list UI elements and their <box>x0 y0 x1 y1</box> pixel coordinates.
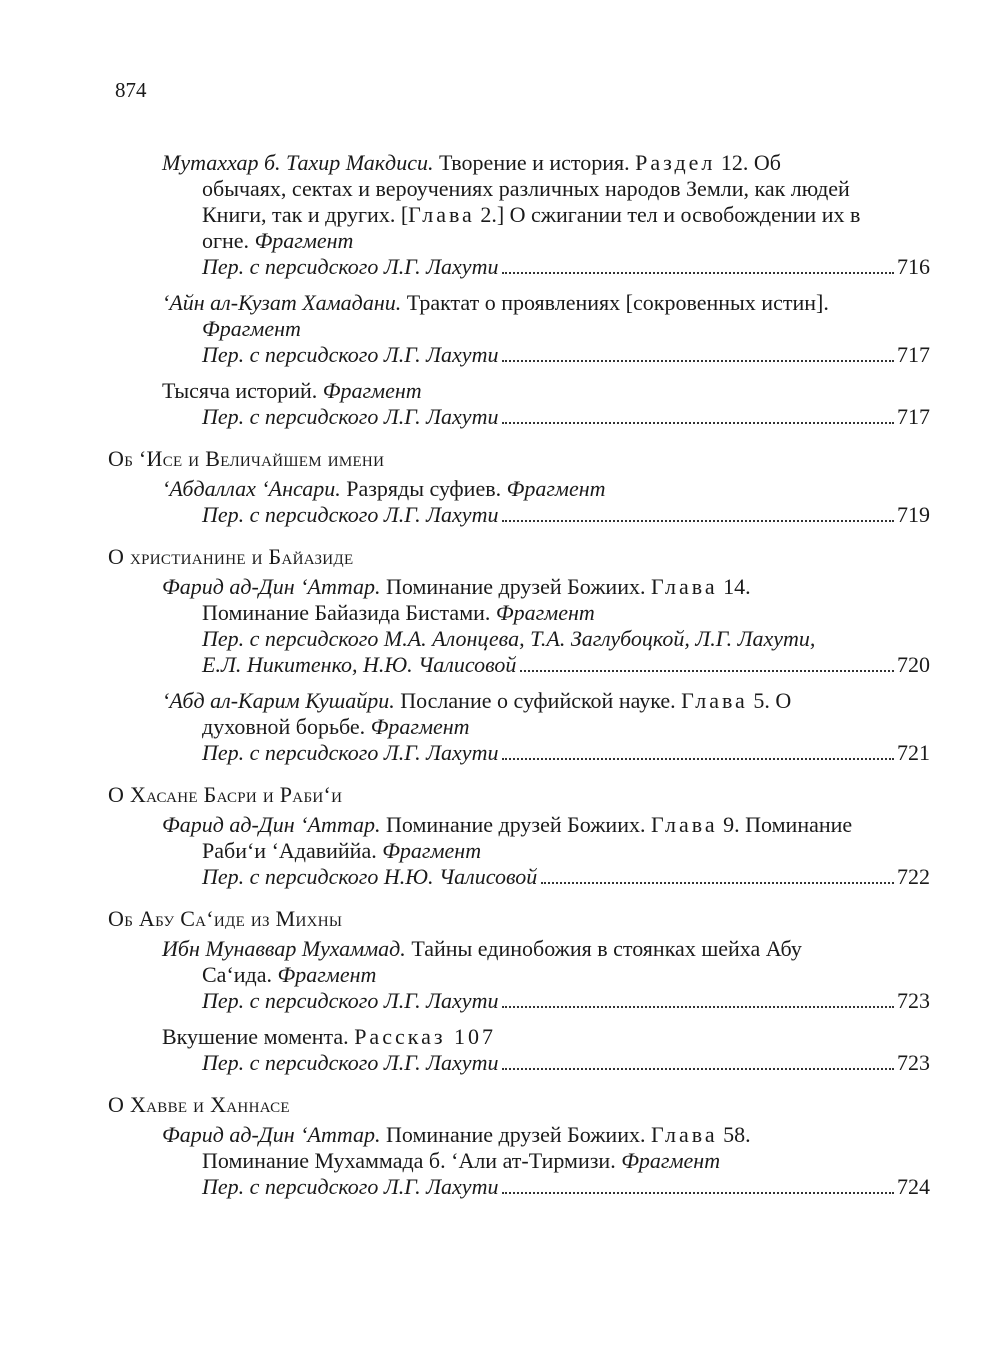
toc-entry-722 <box>162 812 930 890</box>
entry-author: Фарид ад-Дин ʻАттар. <box>162 1122 381 1147</box>
toc-entry-719 <box>162 476 930 528</box>
toc-entry-721 <box>162 688 930 766</box>
entry-translator-line: Пер. с персидского Л.Г. Лахути 717 <box>202 342 930 367</box>
entry-author: Фарид ад-Дин ʻАттар. <box>162 574 381 599</box>
entry-translator-line: Пер. с персидского Л.Г. Лахути 721 <box>202 740 930 765</box>
entry-translator-line: Пер. с персидского Л.Г. Лахути 723 <box>202 1050 930 1075</box>
entry-author: ʻАбдаллах ʻАнсари. <box>162 476 341 501</box>
dot-leader <box>502 758 894 760</box>
entry-translator-line: Пер. с персидского Л.Г. Лахути 719 <box>202 502 930 527</box>
entry-title: ʻАбдаллах ʻАнсари. Разряды суфиев. Фрагмент <box>162 476 606 501</box>
section-heading: О Хасане Басри и Рабиʻи <box>108 782 343 807</box>
entry-title: Мутаххар б. Тахир Макдиси. Творение и история. Раздел 12. Об обычаях, сектах и вероучениях различных народов Земли, как людей Книги, так и других. [Глава 2.] О сжигании тел и освобождении их в огне. Фрагмент <box>162 150 861 253</box>
entry-title: Фарид ад-Дин ʻАттар. Поминание друзей Божиих. Глава 58. Поминание Мухаммада б. ʻАли ат-Тирмизи. Фрагмент <box>162 1122 751 1173</box>
entry-page: 719 <box>897 502 930 527</box>
entry-page: 724 <box>897 1174 930 1199</box>
toc-section-hasan <box>108 782 930 890</box>
entry-translator-line: Пер. с персидского Л.Г. Лахути 717 <box>202 404 930 429</box>
toc-entry-723b <box>162 1024 930 1076</box>
dot-leader <box>502 520 894 522</box>
section-heading: О христианине и Байазиде <box>108 544 354 569</box>
page-number: 874 <box>115 78 147 102</box>
entry-page: 720 <box>897 652 930 677</box>
toc-entry-720 <box>162 574 930 678</box>
entry-title: Фарид ад-Дин ʻАттар. Поминание друзей Божиих. Глава 14. Поминание Байазида Бистами. Фрагмент <box>162 574 751 625</box>
entry-page: 723 <box>897 988 930 1013</box>
entry-page: 721 <box>897 740 930 765</box>
dot-leader <box>520 670 894 672</box>
entry-page: 716 <box>897 254 930 279</box>
toc-section-havva <box>108 1092 930 1200</box>
entry-page: 723 <box>897 1050 930 1075</box>
dot-leader <box>502 272 894 274</box>
entry-translator-line: Пер. с персидского Л.Г. Лахути 716 <box>202 254 930 279</box>
entry-author: ʻАйн ал-Кузат Хамадани. <box>162 290 402 315</box>
entry-translator-line: Пер. с персидского Л.Г. Лахути 724 <box>202 1174 930 1199</box>
dot-leader <box>541 882 894 884</box>
toc-section-isa <box>108 446 930 528</box>
section-heading: Об ʻИсе и Величайшем имени <box>108 446 385 471</box>
section-heading: Об Абу Саʻиде из Михны <box>108 906 343 931</box>
toc-entry-724 <box>162 1122 930 1200</box>
entry-translator-line: Пер. с персидского Н.Ю. Чалисовой 722 <box>202 864 930 889</box>
entry-title: Фарид ад-Дин ʻАттар. Поминание друзей Божиих. Глава 9. Поминание Рабиʻи ʻАдавиййа. Фрагмент <box>162 812 853 863</box>
entry-author: Фарид ад-Дин ʻАттар. <box>162 812 381 837</box>
entry-title: Ибн Мунаввар Мухаммад. Тайны единобожия в стоянках шейха Абу Саʻида. Фрагмент <box>162 936 802 987</box>
toc-section-abu-said <box>108 906 930 1076</box>
toc-entry-717b <box>162 378 930 430</box>
dot-leader <box>502 422 894 424</box>
entry-title: ʻАйн ал-Кузат Хамадани. Трактат о проявлениях [сокровенных истин]. Фрагмент <box>162 290 829 341</box>
entry-author: Мутаххар б. Тахир Макдиси. <box>162 150 434 175</box>
entry-title: Вкушение момента. Рассказ 107 <box>162 1024 497 1049</box>
entry-translator-lines: Пер. с персидского М.А. Алонцева, Т.А. Заглубоцкой, Л.Г. Лахути, Е.Л. Никитенко, Н.Ю. Чалисовой 720 <box>202 626 930 677</box>
toc-entry-717a <box>162 290 930 368</box>
entry-author: Ибн Мунаввар Мухаммад. <box>162 936 406 961</box>
dot-leader <box>502 1068 894 1070</box>
entry-author: ʻАбд ал-Карим Кушайри. <box>162 688 395 713</box>
entry-page: 722 <box>897 864 930 889</box>
table-of-contents <box>0 150 1000 1200</box>
toc-entry-723a <box>162 936 930 1014</box>
toc-continuation <box>108 150 930 430</box>
entry-page: 717 <box>897 342 930 367</box>
section-heading: О Хавве и Ханнасе <box>108 1092 290 1117</box>
entry-translator-line: Пер. с персидского Л.Г. Лахути 723 <box>202 988 930 1013</box>
dot-leader <box>502 1192 894 1194</box>
toc-entry-716 <box>162 150 930 280</box>
dot-leader <box>502 1006 894 1008</box>
dot-leader <box>502 360 894 362</box>
entry-page: 717 <box>897 404 930 429</box>
entry-title: Тысяча историй. Фрагмент <box>162 378 422 403</box>
toc-section-christian <box>108 544 930 766</box>
entry-title: ʻАбд ал-Карим Кушайри. Послание о суфийской науке. Глава 5. О духовной борьбе. Фрагмент <box>162 688 792 739</box>
